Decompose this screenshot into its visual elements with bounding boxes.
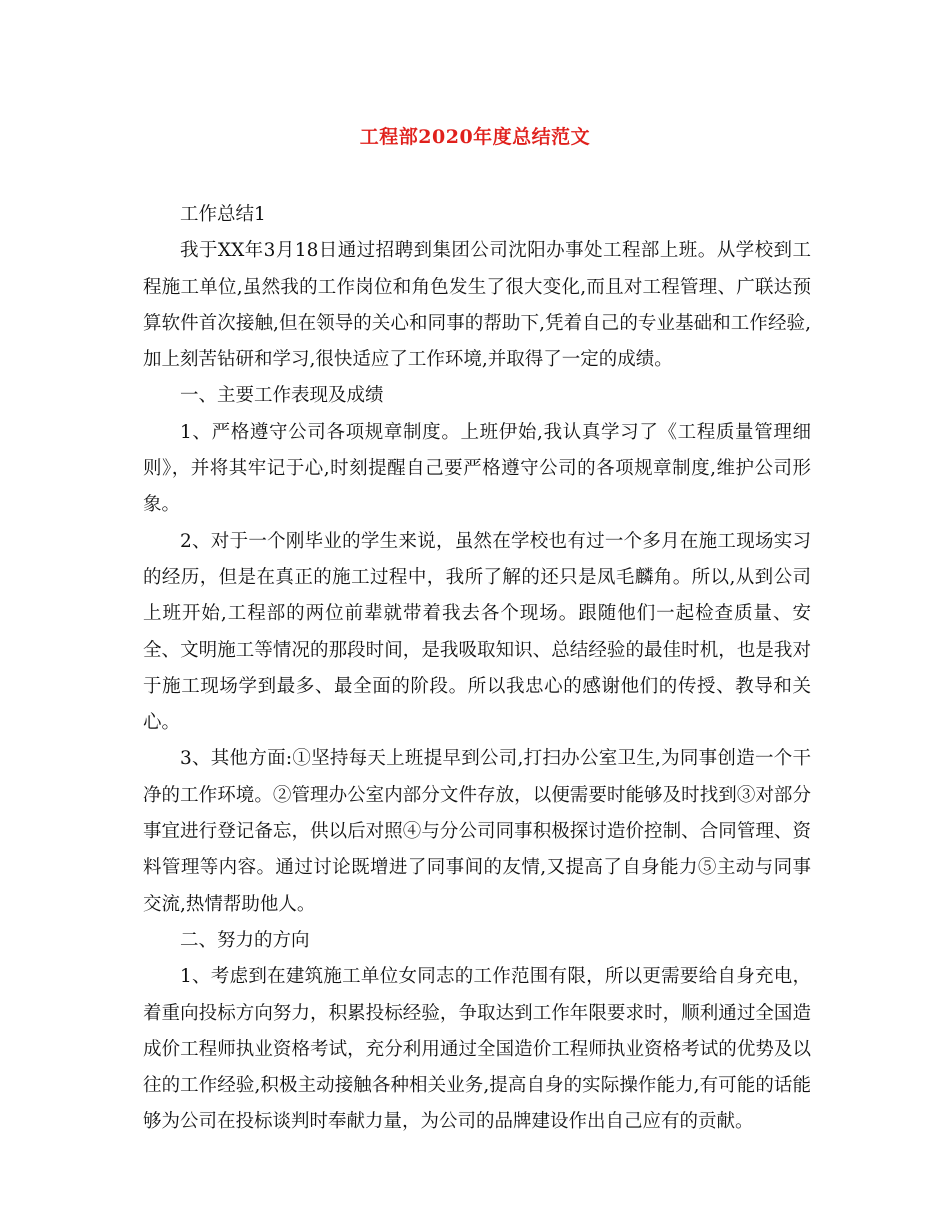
paragraph-item-3: 3、其他方面:①坚持每天上班提早到公司,打扫办公室卫生,为同事创造一个干净的工作环境。②管理办公室内部分文件存放，以便需要时能够及时找到③对部分事宜进行登记备忘，供以后对照④与分公司同事积极探讨造价控制、合同管理、资料管理等内容。通过讨论既增进了同事间的友情,又提高了自身能力⑤主动与同事交流,热情帮助他人。: [143, 748, 811, 915]
section-heading-direction: 二、努力的方向: [180, 929, 310, 951]
paragraph-direction-1: 1、考虑到在建筑施工单位女同志的工作范围有限，所以更需要给自身充电，着重向投标方向努力，积累投标经验，争取达到工作年限要求时，顺利通过全国造成价工程师执业资格考试，充分利用通过全国造价工程师执业资格考试的优势及以往的工作经验,积极主动接触各种相关业务,提高自身的实际操作能力,有可能的话能够为公司在投标谈判时奉献力量，为公司的品牌建设作出自己应有的贡献。: [143, 966, 811, 1133]
paragraph-item-1: 1、严格遵守公司各项规章制度。上班伊始,我认真学习了《工程质量管理细则》，并将其牢记于心,时刻提醒自己要严格遵守公司的各项规章制度,维护公司形象。: [143, 421, 811, 516]
document-title: 工程部2020年度总结范文: [359, 126, 591, 148]
document-body: [143, 197, 811, 1141]
section-heading-performance: 一、主要工作表现及成绩: [180, 385, 384, 407]
paragraph-intro: 我于XX年3月18日通过招聘到集团公司沈阳办事处工程部上班。从学校到工程施工单位,虽然我的工作岗位和角色发生了很大变化,而且对工程管理、广联达预算软件首次接触,但在领导的关心和同事的帮助下,凭着自己的专业基础和工作经验,加上刻苦钻研和学习,很快适应了工作环境,并取得了一定的成绩。: [143, 240, 811, 371]
paragraph-item-2: 2、对于一个刚毕业的学生来说，虽然在学校也有过一个多月在施工现场实习的经历，但是在真正的施工过程中，我所了解的还只是凤毛麟角。所以,从到公司上班开始,工程部的两位前辈就带着我去各个现场。跟随他们一起检查质量、安全、文明施工等情况的那段时间，是我吸取知识、总结经验的最佳时机，也是我对于施工现场学到最多、最全面的阶段。所以我忠心的感谢他们的传授、教导和关心。: [143, 530, 811, 734]
paragraph-heading-work-summary: 工作总结1: [180, 204, 266, 225]
